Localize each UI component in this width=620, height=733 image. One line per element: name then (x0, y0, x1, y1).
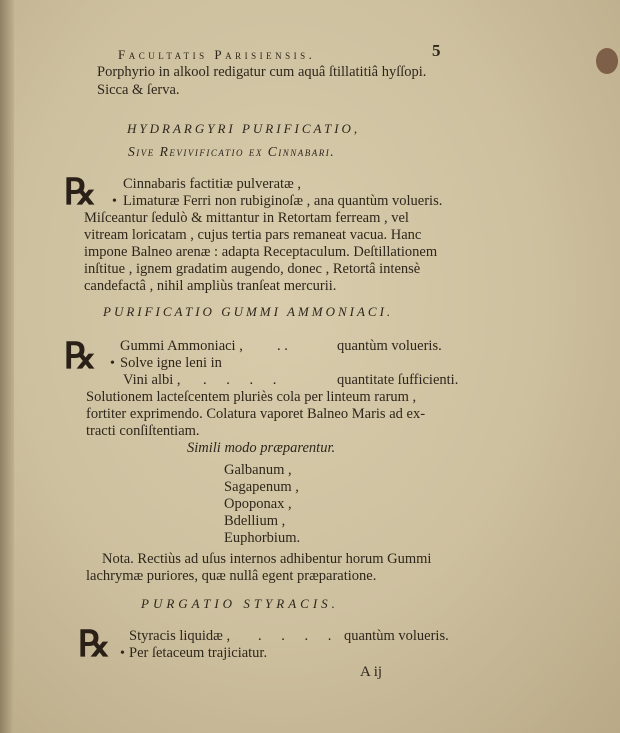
section-title: PURGATIO STYRACIS. (141, 596, 339, 611)
nota-line: Nota. Rectiùs ad uſus internos adhibentur horum Gummi (102, 551, 432, 567)
page-number: 5 (432, 41, 441, 60)
body-line: fortiter exprimendo. Colatura vaporet Balneo Maris ad ex- (86, 406, 426, 422)
ingredient-dots: . . (277, 338, 288, 354)
body-line: candefactâ , nihil ampliùs tranſeat mercurii. (84, 278, 337, 294)
body-line: Solutionem lacteſcentem pluriès cola per linteum rarum , (86, 389, 417, 405)
section-title: HYDRARGYRI PURIFICATIO, (127, 121, 361, 136)
section-title: PURIFICATIO GUMMI AMMONIACI. (103, 304, 394, 319)
nota-line: lachrymæ puriores, quæ nullâ egent præparatione. (86, 568, 377, 584)
ingredient-line: Limaturæ Ferri non rubiginoſæ , ana quantùm volueris. (123, 193, 443, 209)
page-spine-shadow (0, 0, 14, 733)
ingredient-line: Cinnabaris factitiæ pulveratæ , (123, 176, 301, 192)
recipe-rx-symbol: ℞ (64, 336, 97, 376)
body-line: Miſceantur ſedulò & mittantur in Retortam ferream , vel (84, 210, 409, 226)
ingredient-name: Solve igne leni in (120, 355, 222, 371)
intro-line: Porphyrio in alkool redigatur cum aquâ ſtillatitiâ hyſſopi. (97, 64, 427, 80)
ingredient-quantity: quantùm volueris. (337, 338, 442, 354)
intro-line: Sicca & ſerva. (97, 82, 180, 98)
body-line: vitream loricatam , cujus tertia pars remaneat vacua. Hanc (84, 227, 422, 243)
running-title: Facultatis Parisiensis. (118, 47, 316, 62)
list-item: Sagapenum , (224, 479, 299, 495)
list-item: Opoponax , (224, 496, 292, 512)
signature-mark: A ij (360, 664, 383, 680)
body-line: inſtitue , ignem gradatim augendo, donec , Retortâ intensè (84, 261, 421, 277)
ingredient-name: Gummi Ammoniaci , (120, 338, 243, 354)
ingredient-quantity: quantùm volueris. (344, 628, 449, 644)
recipe-rx-symbol: ℞ (64, 172, 97, 212)
page-stain (596, 48, 618, 74)
list-item: Bdellium , (224, 513, 286, 529)
bullet-icon: • (112, 194, 117, 209)
ingredient-quantity: quantitate ſufficienti. (337, 372, 459, 388)
bullet-icon: • (110, 356, 115, 371)
recipe-rx-symbol: ℞ (78, 624, 111, 664)
ingredient-name: Per ſetaceum trajiciatur. (129, 645, 268, 661)
bullet-icon: • (120, 646, 125, 661)
body-line: tracti conſiſtentiam. (86, 423, 200, 439)
ingredient-dots: . . . . (203, 372, 285, 388)
ingredient-dots: . . . . (258, 628, 340, 644)
ingredient-name: Styracis liquidæ , (129, 628, 231, 644)
list-item: Galbanum , (224, 462, 292, 478)
section-subtitle: Sive Revivificatio ex Cinnabari. (128, 144, 336, 159)
list-item: Euphorbium. (224, 530, 301, 546)
body-line: impone Balneo arenæ : adapta Receptaculum. Deſtillationem (84, 244, 438, 260)
simili-heading: Simili modo præparentur. (187, 440, 336, 456)
ingredient-name: Vini albi , (123, 372, 181, 388)
